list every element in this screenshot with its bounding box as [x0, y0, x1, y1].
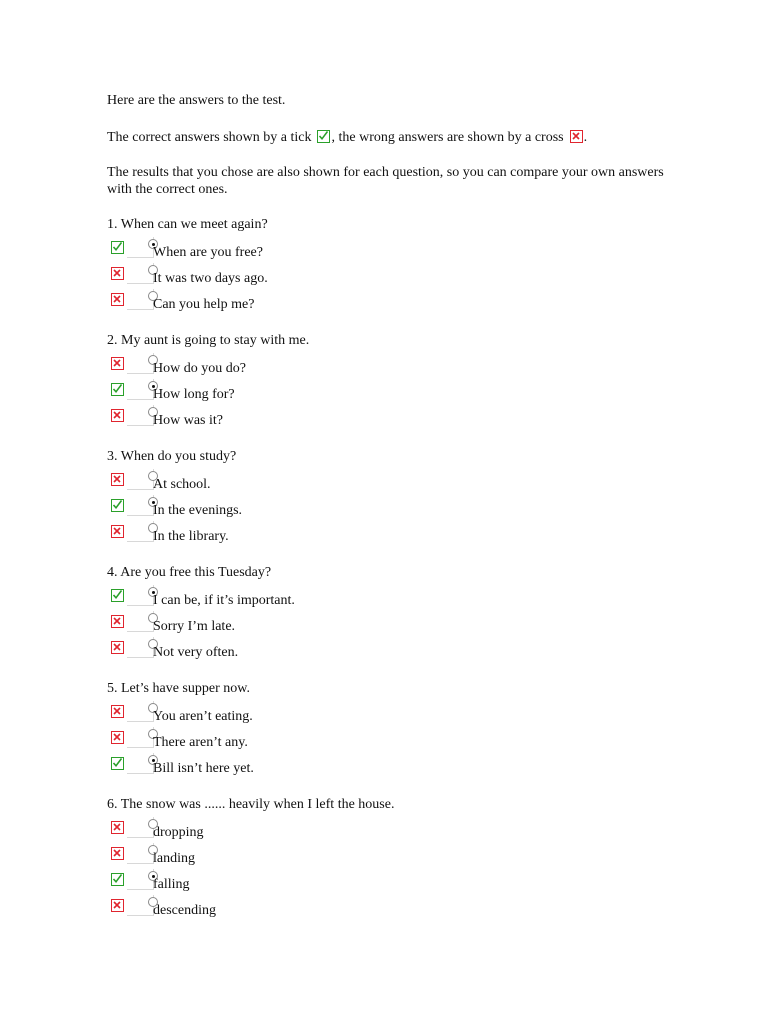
- question-3: [107, 448, 687, 547]
- cross-icon: [111, 357, 124, 370]
- cross-icon: [111, 615, 124, 628]
- option-text: I can be, if it’s important.: [153, 593, 295, 608]
- radio-frame: [127, 469, 154, 490]
- tick-icon: [111, 757, 124, 770]
- answer-option[interactable]: [107, 405, 687, 431]
- cross-icon: [111, 409, 124, 422]
- question-text: 4. Are you free this Tuesday?: [107, 565, 272, 580]
- intro-line-2-part-2: , the wrong answers are shown by a cross: [331, 130, 564, 145]
- answer-option[interactable]: [107, 611, 687, 637]
- option-text: Sorry I’m late.: [153, 619, 236, 634]
- intro-line-3: The results that you chose are also shown for each question, so you can compare your own answers with the correct ones.: [107, 165, 664, 197]
- radio-frame: [127, 869, 154, 890]
- option-text: When are you free?: [153, 245, 263, 260]
- option-text: landing: [153, 851, 195, 866]
- radio-frame: [127, 585, 154, 606]
- radio-frame: [127, 843, 154, 864]
- answer-option[interactable]: [107, 521, 687, 547]
- option-text: How long for?: [153, 387, 235, 402]
- intro-line-2: [107, 129, 687, 146]
- cross-icon: [111, 473, 124, 486]
- cross-icon: [570, 130, 583, 143]
- answer-option[interactable]: [107, 263, 687, 289]
- cross-icon: [111, 847, 124, 860]
- radio-frame: [127, 701, 154, 722]
- question-text: 2. My aunt is going to stay with me.: [107, 333, 310, 348]
- answer-option[interactable]: [107, 701, 687, 727]
- answer-option[interactable]: [107, 727, 687, 753]
- tick-icon: [111, 499, 124, 512]
- question-4: [107, 564, 687, 663]
- radio-frame: [127, 521, 154, 542]
- answer-sheet: [107, 92, 687, 938]
- tick-icon: [111, 873, 124, 886]
- cross-icon: [111, 525, 124, 538]
- radio-frame: [127, 379, 154, 400]
- cross-icon: [111, 705, 124, 718]
- question-6: [107, 796, 687, 921]
- answer-option[interactable]: [107, 753, 687, 779]
- radio-frame: [127, 637, 154, 658]
- tick-icon: [111, 383, 124, 396]
- intro-line-2-part-1: The correct answers shown by a tick: [107, 130, 312, 145]
- cross-icon: [111, 821, 124, 834]
- radio-frame: [127, 753, 154, 774]
- option-text: There aren’t any.: [153, 735, 248, 750]
- radio-frame: [127, 817, 154, 838]
- cross-icon: [111, 267, 124, 280]
- intro-line-1: Here are the answers to the test.: [107, 93, 286, 108]
- answer-option[interactable]: [107, 869, 687, 895]
- question-1: [107, 216, 687, 315]
- option-text: Can you help me?: [153, 297, 255, 312]
- answer-option[interactable]: [107, 469, 687, 495]
- option-text: How was it?: [153, 413, 223, 428]
- radio-frame: [127, 727, 154, 748]
- question-list: [107, 216, 687, 921]
- option-text: In the evenings.: [153, 503, 243, 518]
- radio-frame: [127, 495, 154, 516]
- answer-option[interactable]: [107, 379, 687, 405]
- tick-icon: [111, 589, 124, 602]
- question-text: 1. When can we meet again?: [107, 217, 268, 232]
- question-text: 5. Let’s have supper now.: [107, 681, 250, 696]
- question-2: [107, 332, 687, 431]
- answer-option[interactable]: [107, 353, 687, 379]
- cross-icon: [111, 899, 124, 912]
- answer-option[interactable]: [107, 637, 687, 663]
- answer-option[interactable]: [107, 495, 687, 521]
- question-text: 3. When do you study?: [107, 449, 237, 464]
- answer-option[interactable]: [107, 289, 687, 315]
- intro-line-2-end: .: [583, 130, 588, 145]
- tick-icon: [317, 130, 330, 143]
- option-text: It was two days ago.: [153, 271, 268, 286]
- radio-frame: [127, 353, 154, 374]
- question-text: 6. The snow was ...... heavily when I left the house.: [107, 797, 395, 812]
- cross-icon: [111, 641, 124, 654]
- answer-option[interactable]: [107, 895, 687, 921]
- radio-frame: [127, 263, 154, 284]
- radio-frame: [127, 289, 154, 310]
- option-text: descending: [153, 903, 216, 918]
- tick-icon: [111, 241, 124, 254]
- radio-frame: [127, 611, 154, 632]
- option-text: You aren’t eating.: [153, 709, 253, 724]
- option-text: At school.: [153, 477, 211, 492]
- cross-icon: [111, 731, 124, 744]
- question-5: [107, 680, 687, 779]
- option-text: falling: [153, 877, 190, 892]
- answer-option[interactable]: [107, 843, 687, 869]
- radio-frame: [127, 405, 154, 426]
- cross-icon: [111, 293, 124, 306]
- radio-frame: [127, 237, 154, 258]
- option-text: dropping: [153, 825, 204, 840]
- answer-option[interactable]: [107, 237, 687, 263]
- answer-option[interactable]: [107, 817, 687, 843]
- answer-option[interactable]: [107, 585, 687, 611]
- option-text: How do you do?: [153, 361, 246, 376]
- option-text: Not very often.: [153, 645, 239, 660]
- radio-frame: [127, 895, 154, 916]
- option-text: In the library.: [153, 529, 229, 544]
- option-text: Bill isn’t here yet.: [153, 761, 254, 776]
